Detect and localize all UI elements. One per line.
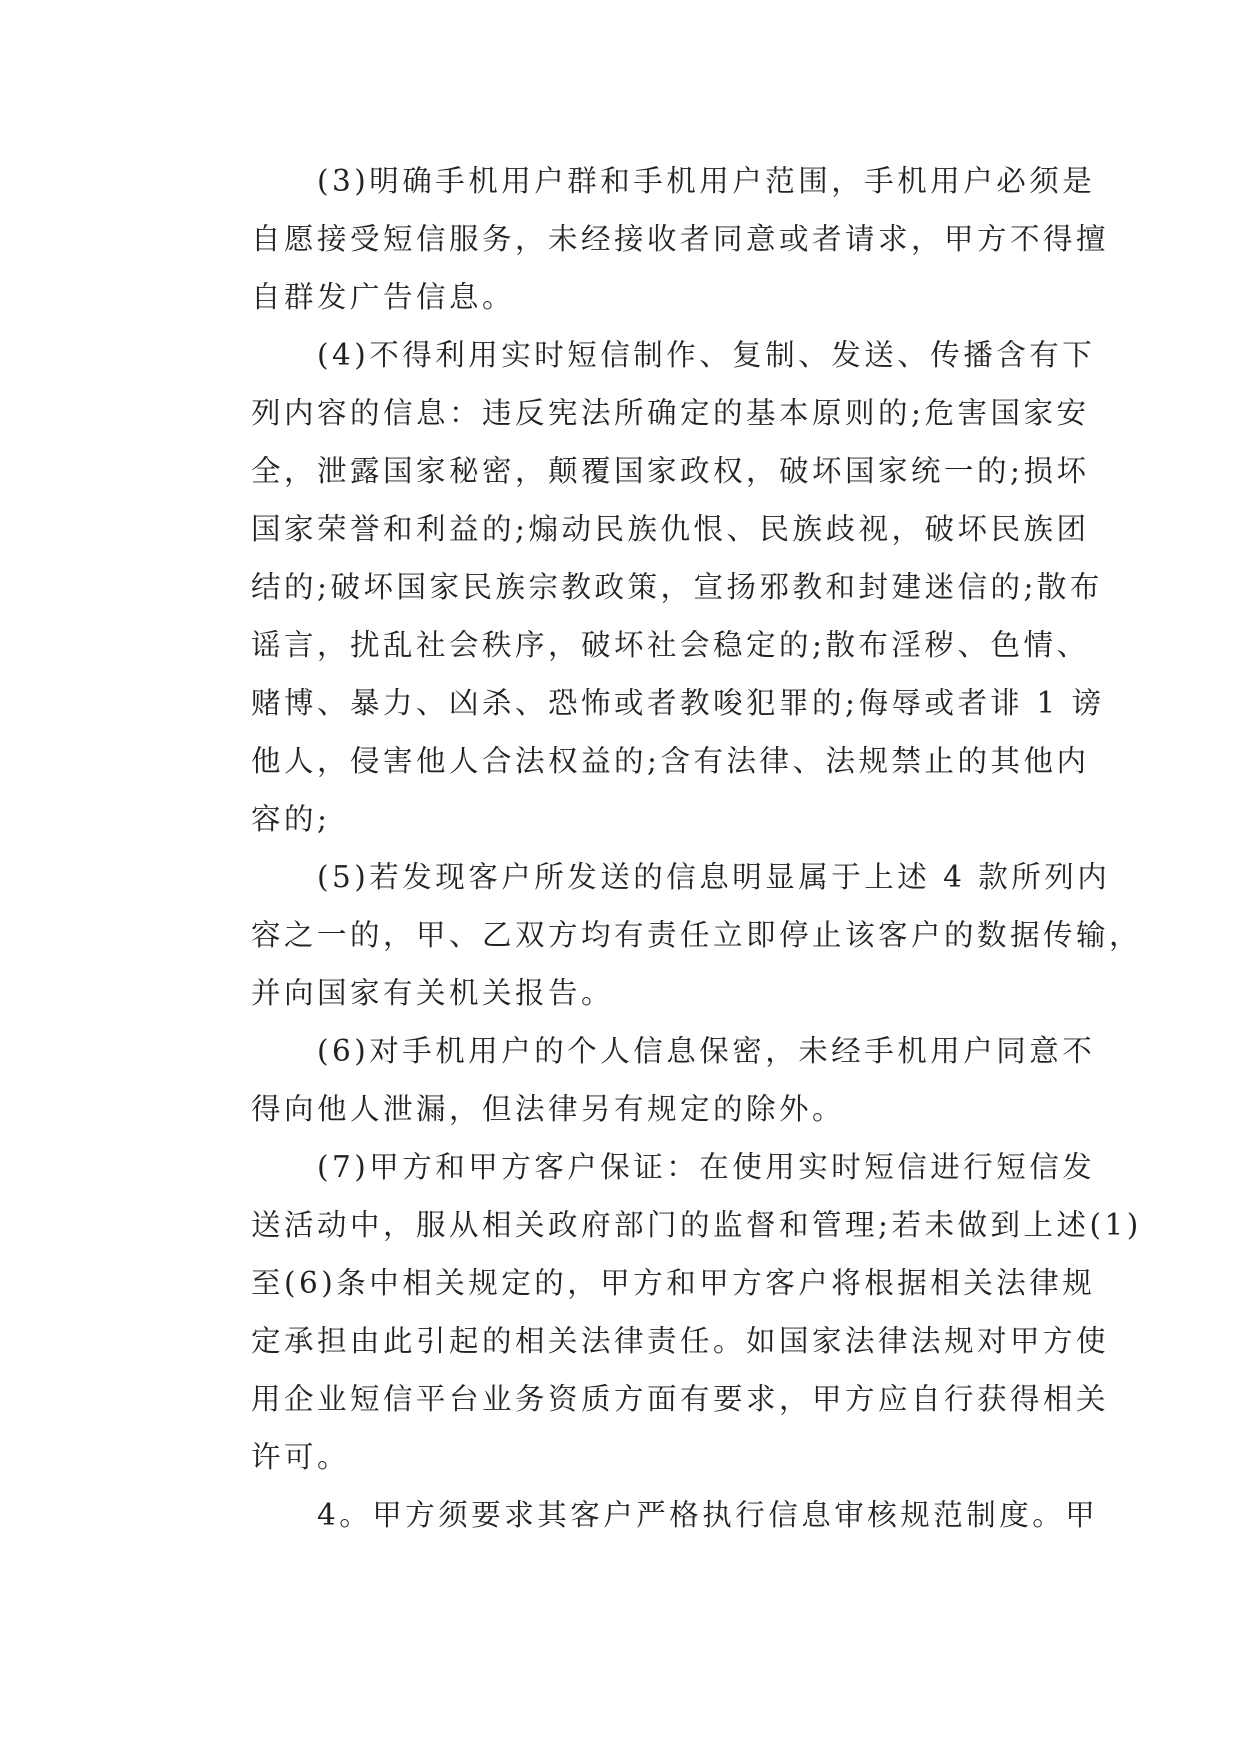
text-line: 国家荣誉和利益的;煽动民族仇恨、民族歧视，破坏民族团 xyxy=(251,512,1090,546)
text-line: 自愿接受短信服务，未经接收者同意或者请求，甲方不得擅 xyxy=(251,222,1110,256)
paragraph-clause-3 xyxy=(192,152,1110,326)
paragraph-item-4 xyxy=(192,1486,1099,1544)
text-line: 定承担由此引起的相关法律责任。如国家法律法规对甲方使 xyxy=(251,1324,1110,1358)
text-line: (3)明确手机用户群和手机用户范围，手机用户必须是 xyxy=(317,164,1096,198)
document-body xyxy=(192,152,1143,1544)
text-line: (7)甲方和甲方客户保证：在使用实时短信进行短信发 xyxy=(317,1150,1096,1184)
text-line: 谣言，扰乱社会秩序，破坏社会稳定的;散布淫秽、色情、 xyxy=(251,628,1090,662)
text-line: (4)不得利用实时短信制作、复制、发送、传播含有下 xyxy=(317,338,1096,372)
text-line: 结的;破坏国家民族宗教政策，宣扬邪教和封建迷信的;散布 xyxy=(251,570,1103,604)
text-line: 送活动中，服从相关政府部门的监督和管理;若未做到上述(1) xyxy=(251,1208,1142,1242)
paragraph-clause-7 xyxy=(192,1138,1142,1486)
text-line: (6)对手机用户的个人信息保密，未经手机用户同意不 xyxy=(317,1034,1096,1068)
text-line: 4。甲方须要求其客户严格执行信息审核规范制度。甲 xyxy=(317,1498,1099,1532)
text-line: 至(6)条中相关规定的，甲方和甲方客户将根据相关法律规 xyxy=(251,1266,1096,1300)
text-line: 得向他人泄漏，但法律另有规定的除外。 xyxy=(251,1092,846,1126)
text-line: 容的; xyxy=(251,802,331,836)
text-line: 赌博、暴力、凶杀、恐怖或者教唆犯罪的;侮辱或者诽 1 谤 xyxy=(251,686,1105,720)
text-line: 他人，侵害他人合法权益的;含有法律、法规禁止的其他内 xyxy=(251,744,1090,778)
paragraph-clause-6 xyxy=(192,1022,1096,1138)
text-line: 并向国家有关机关报告。 xyxy=(251,976,615,1010)
text-line: 列内容的信息：违反宪法所确定的基本原则的;危害国家安 xyxy=(251,396,1090,430)
text-line: 许可。 xyxy=(251,1440,351,1474)
text-line: 容之一的，甲、乙双方均有责任立即停止该客户的数据传输， xyxy=(251,918,1143,952)
text-line: 用企业短信平台业务资质方面有要求，甲方应自行获得相关 xyxy=(251,1382,1110,1416)
paragraph-clause-4 xyxy=(192,326,1105,848)
text-line: 全，泄露国家秘密，颠覆国家政权，破坏国家统一的;损坏 xyxy=(251,454,1090,488)
text-line: (5)若发现客户所发送的信息明显属于上述 4 款所列内 xyxy=(317,860,1111,894)
paragraph-clause-5 xyxy=(192,848,1143,1022)
text-line: 自群发广告信息。 xyxy=(251,280,516,314)
